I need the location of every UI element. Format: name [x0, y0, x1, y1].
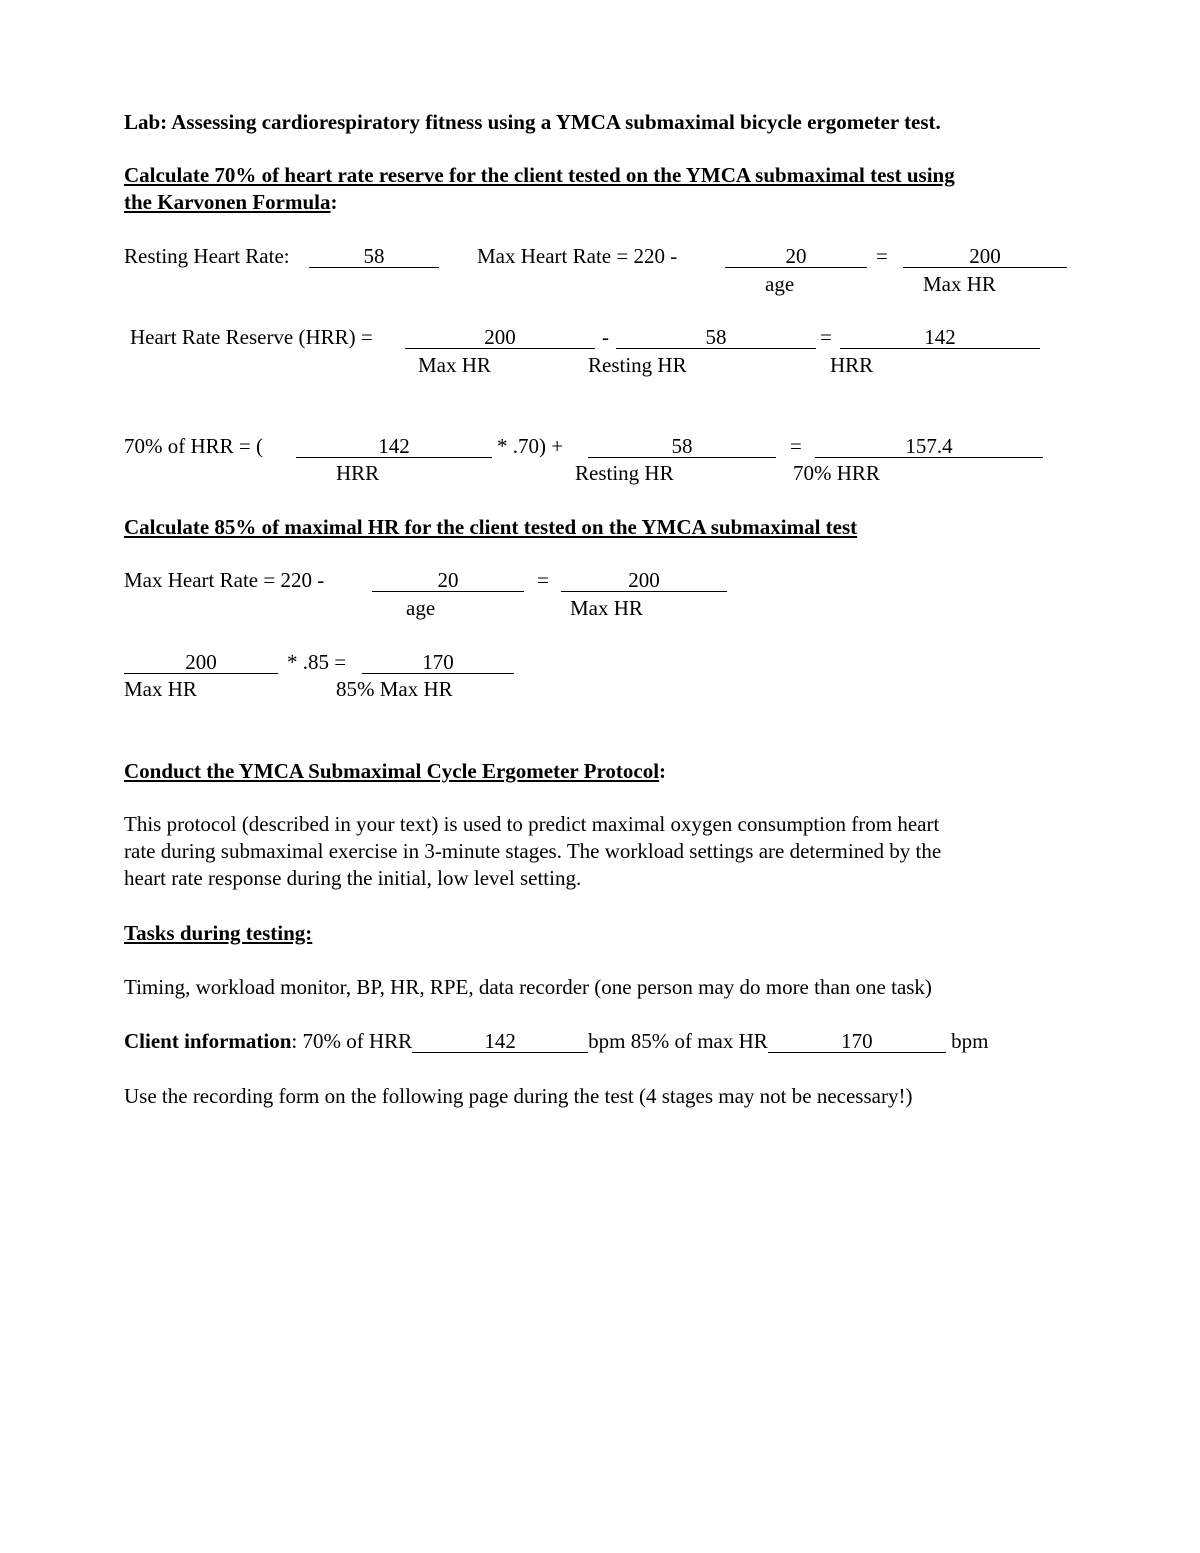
tasks-heading: Tasks during testing:	[124, 921, 313, 945]
s2-result-field: 170	[362, 651, 514, 674]
hrr-rhr-caption: Resting HR	[588, 353, 687, 377]
section3-heading-row	[124, 758, 666, 784]
s2-mult: * .85 =	[287, 650, 347, 674]
hrr-rhr-field: 58	[616, 326, 816, 349]
s2-equals: =	[537, 568, 549, 592]
client-hrr-field: 142	[412, 1030, 588, 1053]
section2-heading: Calculate 85% of maximal HR for the client tested on the YMCA submaximal test	[124, 515, 858, 539]
pct70-result-caption: 70% HRR	[793, 461, 880, 485]
hrr-maxhr-caption: Max HR	[418, 353, 491, 377]
pct70-rhr-field: 58	[588, 435, 776, 458]
footer-note: Use the recording form on the following page during the test (4 stages may not be necessary!)	[124, 1084, 913, 1108]
client-info-row	[124, 1028, 988, 1054]
mhr-label: Max Heart Rate = 220 -	[477, 244, 678, 268]
protocol-line1: This protocol (described in your text) is used to predict maximal oxygen consumption from heart	[124, 812, 940, 836]
mhr-value-field: 200	[903, 245, 1067, 268]
section1-heading-line2: the Karvonen Formula	[124, 190, 331, 214]
pct70-result-field: 157.4	[815, 435, 1043, 458]
hrr-label: Heart Rate Reserve (HRR) =	[130, 325, 373, 349]
page-title: Lab: Assessing cardiorespiratory fitness using a YMCA submaximal bicycle ergometer test.	[124, 110, 941, 134]
client-info-hrr-label: : 70% of HRR	[291, 1029, 413, 1053]
s2-mhr-label: Max Heart Rate = 220 -	[124, 568, 325, 592]
s2-mhr-field: 200	[561, 569, 727, 592]
client-bpm2-label: bpm	[945, 1029, 989, 1053]
hrr-minus: -	[602, 325, 609, 349]
section1-heading-line2-row	[124, 189, 337, 215]
rhr-label: Resting Heart Rate:	[124, 244, 290, 268]
maxhr-caption: Max HR	[923, 272, 996, 296]
age-caption: age	[765, 272, 795, 296]
client-info-label: Client information	[124, 1029, 292, 1053]
pct70-equals: =	[790, 434, 802, 458]
hrr-maxhr-field: 200	[405, 326, 595, 349]
tasks-text: Timing, workload monitor, BP, HR, RPE, data recorder (one person may do more than one task)	[124, 975, 932, 999]
pct70-hrr-field: 142	[296, 435, 492, 458]
section1-heading-colon: :	[330, 190, 338, 214]
s2-age-field: 20	[372, 569, 524, 592]
section1-heading-line1: Calculate 70% of heart rate reserve for the client tested on the YMCA submaximal test using	[124, 163, 955, 187]
s2-maxhr-caption: Max HR	[570, 596, 643, 620]
pct70-mult: * .70) +	[497, 434, 564, 458]
pct70-hrr-caption: HRR	[336, 461, 380, 485]
tasks-heading-row	[124, 920, 332, 946]
protocol-line3: heart rate response during the initial, low level setting.	[124, 866, 582, 890]
pct70-rhr-caption: Resting HR	[575, 461, 674, 485]
hrr-caption: HRR	[830, 353, 874, 377]
rhr-value-field: 58	[309, 245, 439, 268]
s2-maxhr-value-field: 200	[124, 651, 278, 674]
age-value-field: 20	[725, 245, 867, 268]
pct70-label: 70% of HRR = (	[124, 434, 264, 458]
s2-result-caption: 85% Max HR	[336, 677, 453, 701]
client-bpm-label: bpm 85% of max HR	[588, 1029, 768, 1053]
s2-age-caption: age	[406, 596, 436, 620]
mhr-equals: =	[876, 244, 888, 268]
section3-heading-colon: :	[659, 759, 667, 783]
client-max-field: 170	[768, 1030, 946, 1053]
section1-heading	[124, 162, 955, 188]
hrr-equals: =	[820, 325, 832, 349]
hrr-result-field: 142	[840, 326, 1040, 349]
s2-maxhr-caption2: Max HR	[124, 677, 197, 701]
section3-heading: Conduct the YMCA Submaximal Cycle Ergometer Protocol	[124, 759, 660, 783]
protocol-line2: rate during submaximal exercise in 3-minute stages. The workload settings are determined by the	[124, 839, 942, 863]
